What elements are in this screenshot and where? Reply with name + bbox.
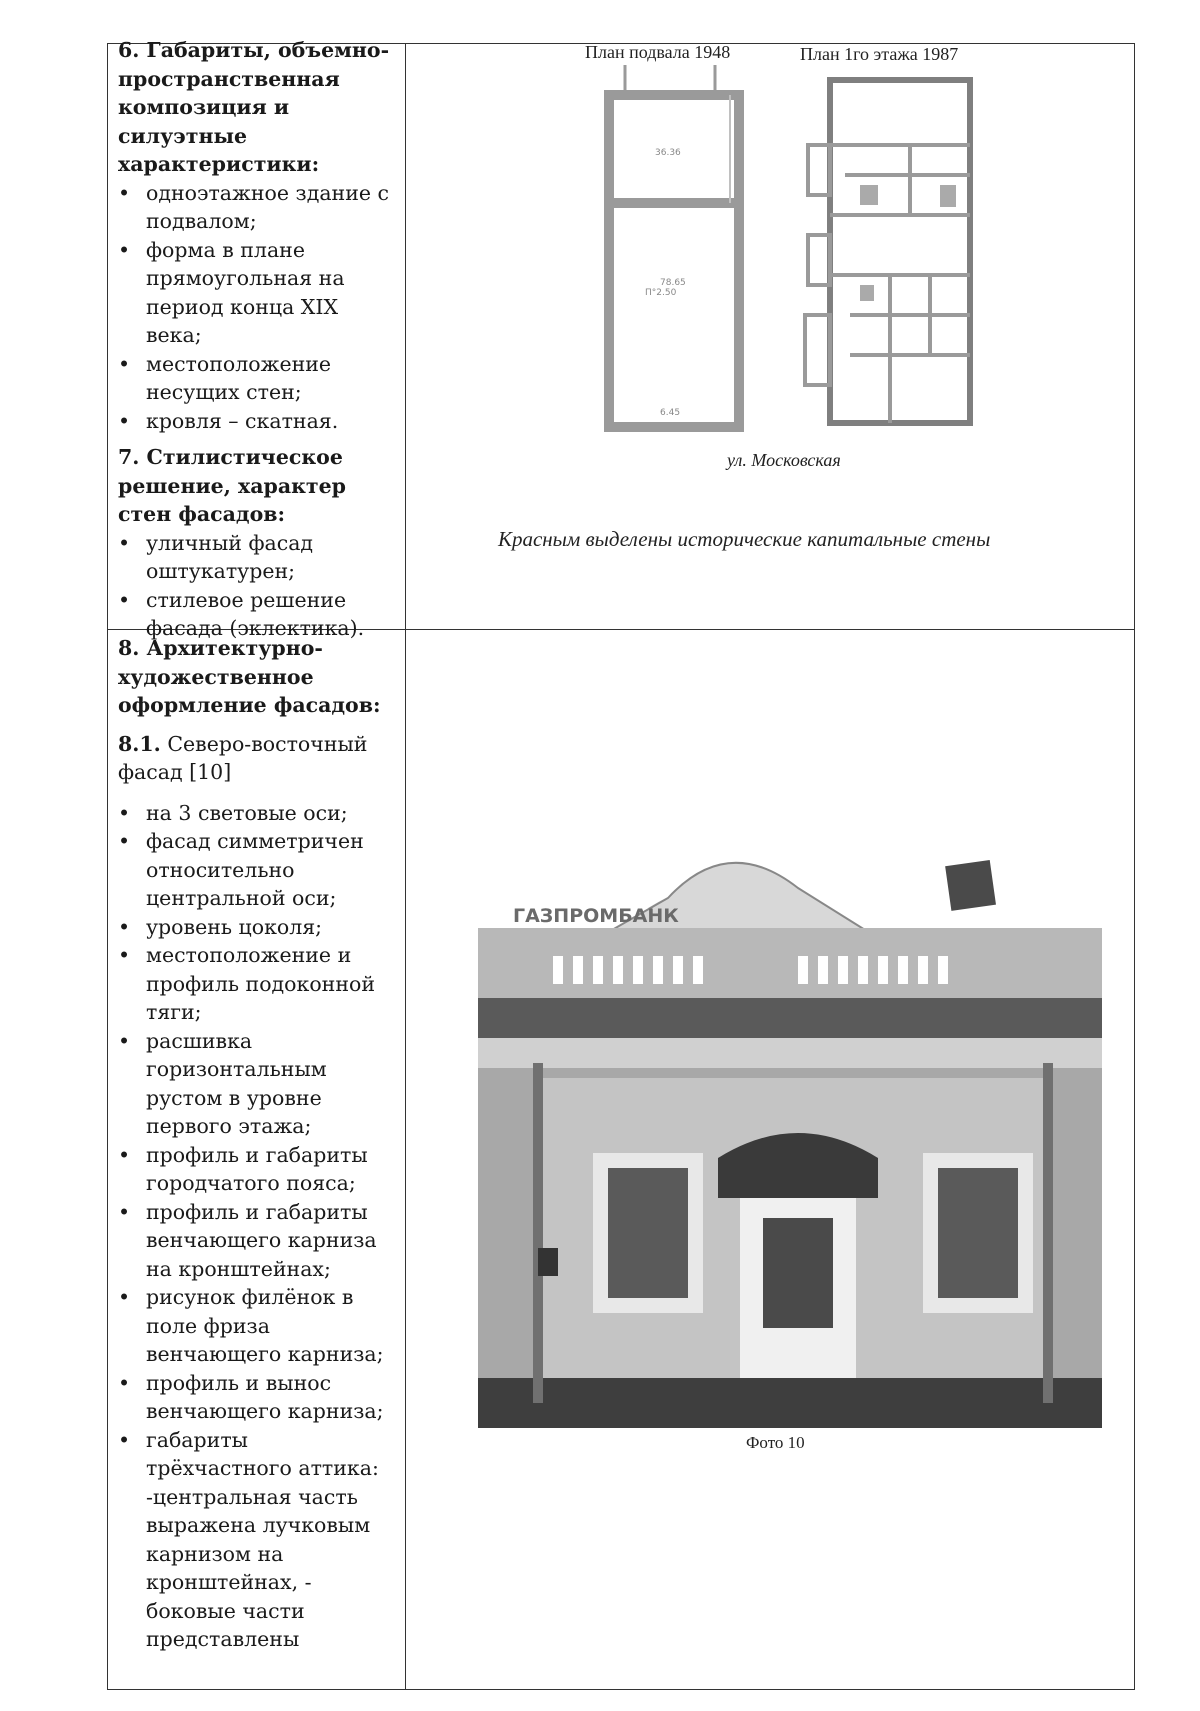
list-item: • фасад симметричен относительно центральной оси; — [118, 827, 400, 913]
svg-text:78.65: 78.65 — [660, 278, 686, 288]
section-8-1 — [118, 730, 400, 787]
floor1-plan-drawing — [800, 75, 980, 430]
list-item: • профиль и габариты венчающего карниза на кронштейнах; — [118, 1198, 400, 1284]
section-7-list — [118, 529, 400, 643]
list-item: • расшивка горизонтальным рустом в уровне первого этажа; — [118, 1027, 400, 1141]
facade-photo — [478, 838, 1102, 1428]
section-6-7-text — [118, 36, 400, 643]
street-label: ул. Московская — [727, 450, 841, 470]
list-item: • уличный фасад оштукатурен; — [118, 529, 400, 586]
floor1-plan-label: План 1го этажа 1987 — [800, 44, 959, 64]
list-item: • стилевое решение фасада (эклектика). — [118, 586, 400, 643]
svg-text:6.45: 6.45 — [660, 408, 681, 418]
list-item: • местоположение несущих стен; — [118, 350, 400, 407]
column-divider — [405, 44, 406, 1689]
svg-text:П°2.50: П°2.50 — [645, 288, 677, 298]
list-item: • местоположение и профиль подоконной тяги; — [118, 941, 400, 1027]
section-6-heading: 6. Габариты, объемно-пространственная композиция и силуэтные характеристики: — [118, 38, 390, 176]
section-8-text — [118, 634, 400, 1654]
list-item: • профиль и вынос венчающего карниза; — [118, 1369, 400, 1426]
list-item: • габариты трёхчастного аттика: -центральная часть выражена лучковым карнизом на кронштейнах, - боковые части представлены — [118, 1426, 400, 1654]
basement-plan-label: План подвала 1948 — [585, 42, 731, 62]
list-item: • на 3 световые оси; — [118, 799, 400, 828]
bank-sign: ГАЗПРОМБАНК — [513, 905, 679, 927]
section-8-heading: 8. Архитектурно-художественное оформление фасадов: — [118, 636, 381, 717]
basement-plan-drawing — [595, 65, 755, 445]
section-6-list — [118, 179, 400, 436]
plans-note: Красным выделены исторические капитальные стены — [498, 527, 991, 551]
svg-text:36.36: 36.36 — [655, 148, 681, 158]
section-7-heading: 7. Стилистическое решение, характер стен фасадов: — [118, 445, 346, 526]
section-8-1-text: Северо-восточный фасад [10] — [118, 731, 368, 784]
list-item: • форма в плане прямоугольная на период конца XIX века; — [118, 236, 400, 350]
list-item: • профиль и габариты городчатого пояса; — [118, 1141, 400, 1198]
section-8-list — [118, 799, 400, 1654]
list-item: • уровень цоколя; — [118, 913, 400, 942]
list-item: • одноэтажное здание с подвалом; — [118, 179, 400, 236]
section-8-1-number: 8.1. — [118, 731, 161, 756]
list-item: • кровля – скатная. — [118, 407, 400, 436]
list-item: • рисунок филёнок в поле фриза венчающего карниза; — [118, 1283, 400, 1369]
photo-caption: Фото 10 — [746, 1433, 805, 1452]
